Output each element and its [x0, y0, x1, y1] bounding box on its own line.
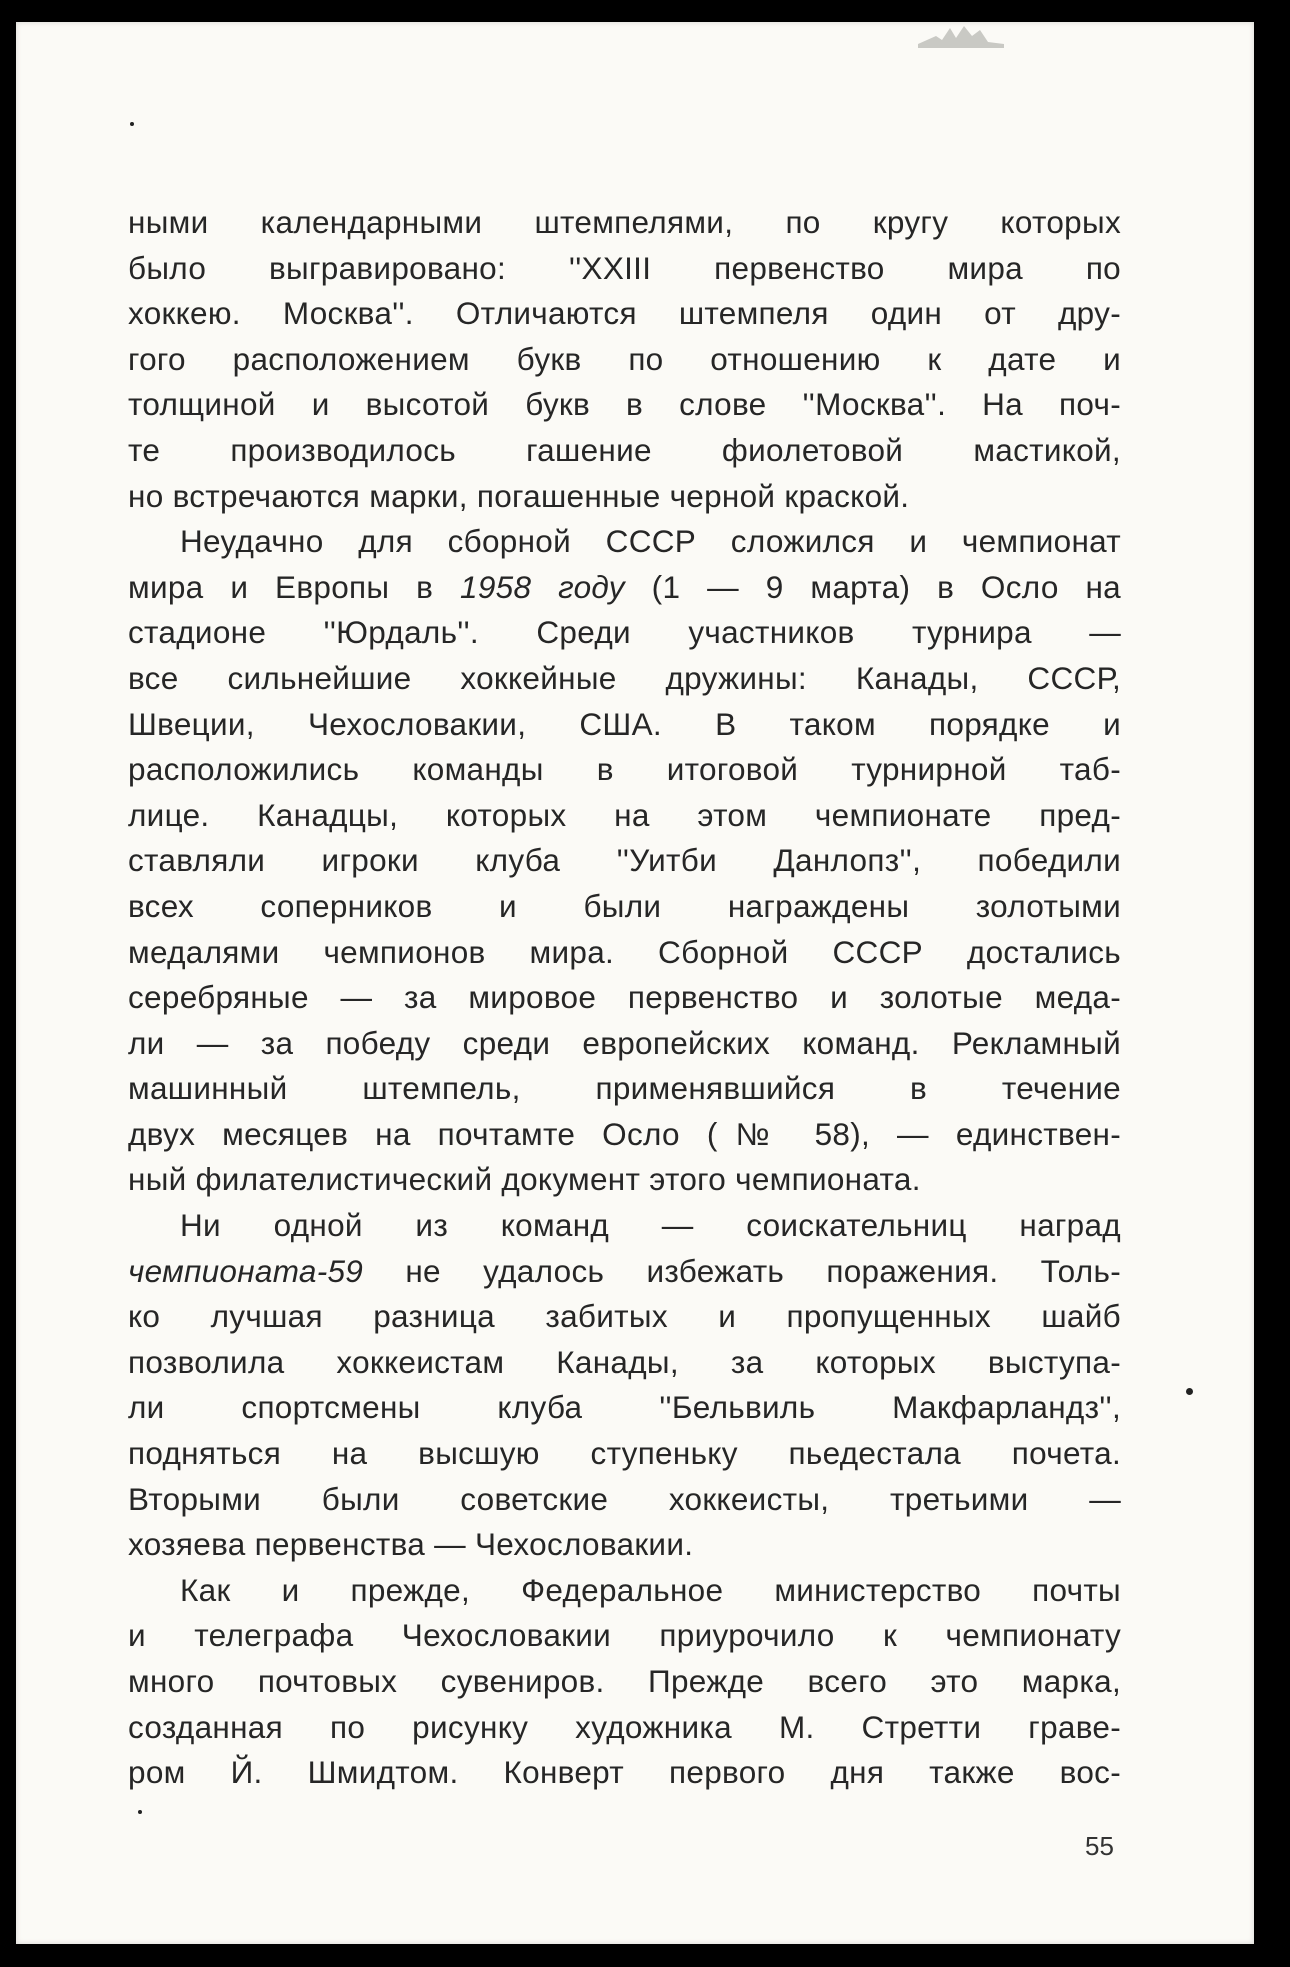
- text-line: созданная по рисунку художника М. Стретти граве-: [128, 1708, 1121, 1745]
- text-line: ром Й. Шмидтом. Конверт первого дня также вос-: [128, 1754, 1121, 1791]
- text-line: машинный штемпель, применявшийся в течение: [128, 1070, 1121, 1107]
- torn-edge-mark: [916, 22, 1006, 48]
- text-line: и телеграфа Чехословакии приурочило к чемпионату: [128, 1617, 1121, 1654]
- text-line: Неудачно для сборной СССР сложился и чемпионат: [180, 523, 1121, 560]
- text-line: ко лучшая разница забитых и пропущенных шайб: [128, 1298, 1121, 1335]
- text-line: двух месяцев на почтамте Осло (№ 58), — единствен-: [128, 1115, 1121, 1152]
- text-line: все сильнейшие хоккейные дружины: Канады, СССР,: [128, 659, 1121, 696]
- text-line: ный филателистический документ этого чемпионата.: [128, 1161, 921, 1198]
- text-line: ставляли игроки клуба ''Уитби Данлопз'', победили: [128, 842, 1121, 879]
- text-line: ли спортсмены клуба ''Бельвиль Макфарландз'',: [128, 1389, 1121, 1426]
- text-line: Ни одной из команд — соискательниц наград: [180, 1207, 1121, 1244]
- text-line: стадионе ''Юрдаль''. Среди участников турнира —: [128, 614, 1121, 651]
- text-line: ными календарными штемпелями, по кругу которых: [128, 204, 1121, 240]
- speck-dot: [130, 122, 134, 126]
- text-line: Вторыми были советские хоккеисты, третьими —: [128, 1480, 1121, 1517]
- italic-phrase: 1958 году: [460, 568, 625, 605]
- text-line: Швеции, Чехословакии, США. В таком порядке и: [128, 705, 1121, 742]
- text-line: медалями чемпионов мира. Сборной СССР достались: [128, 933, 1121, 970]
- speck-dot: [138, 1810, 142, 1814]
- text-line: те производилось гашение фиолетовой мастикой,: [128, 431, 1121, 468]
- italic-phrase: чемпионата-59: [128, 1252, 364, 1289]
- speck-dot: [1186, 1388, 1193, 1395]
- text-line: всех соперников и были награждены золотыми: [128, 887, 1121, 924]
- text-line: Как и прежде, Федеральное министерство почты: [180, 1571, 1121, 1608]
- text-line: лице. Канадцы, которых на этом чемпионате пред-: [128, 796, 1121, 833]
- text-line: серебряные — за мировое первенство и золотые меда-: [128, 979, 1121, 1016]
- book-page: [16, 22, 1254, 1944]
- text-line: мира и Европы в 1958 году (1 — 9 марта) в Осло на: [128, 568, 1121, 605]
- text-line: много почтовых сувениров. Прежде всего это марка,: [128, 1663, 1121, 1699]
- text-line: толщиной и высотой букв в слове ''Москва''. На поч-: [128, 386, 1121, 423]
- text-line: хозяева первенства — Чехословакии.: [128, 1526, 694, 1563]
- text-line: подняться на высшую ступеньку пьедестала почета.: [128, 1435, 1121, 1472]
- text-line: было выгравировано: ''XXIII первенство мира по: [128, 249, 1121, 286]
- text-line: позволила хоккеистам Канады, за которых выступа-: [128, 1343, 1121, 1380]
- text-line: расположились команды в итоговой турнирной таб-: [128, 751, 1121, 788]
- page-number: 55: [1085, 1831, 1114, 1861]
- text-line: хоккею. Москва''. Отличаются штемпеля один от дру-: [128, 295, 1121, 332]
- text-line: гого расположением букв по отношению к дате и: [128, 340, 1121, 377]
- text-line: ли — за победу среди европейских команд. Рекламный: [128, 1024, 1121, 1061]
- text-line: но встречаются марки, погашенные черной краской.: [128, 477, 910, 514]
- text-line: чемпионата-59 не удалось избежать поражения. Толь-: [128, 1252, 1121, 1289]
- body-text: [128, 200, 1121, 1796]
